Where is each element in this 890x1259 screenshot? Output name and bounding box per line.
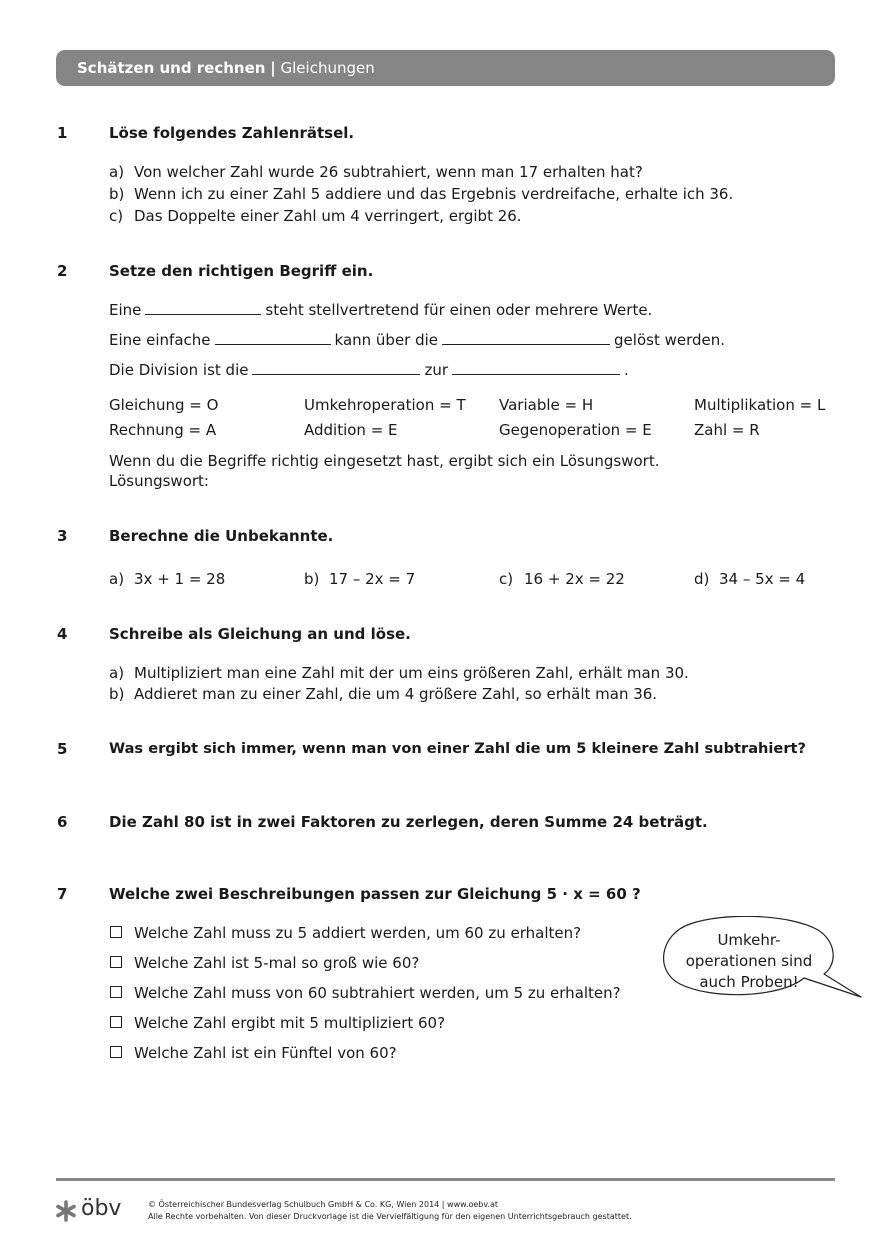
- fill-line-1: [109, 301, 652, 319]
- answer-blank[interactable]: [452, 373, 620, 375]
- task-note: Wenn du die Begriffe richtig eingesetzt hast, ergibt sich ein Lösungswort.: [109, 452, 660, 470]
- checkbox-option[interactable]: [110, 1044, 397, 1062]
- rights-line: Alle Rechte vorbehalten. Von dieser Druckvorlage ist die Vervielfältigung für den eigenen Unterrichtsgebrauch gestattet.: [148, 1212, 632, 1221]
- task-title: Die Zahl 80 ist in zwei Faktoren zu zerlegen, deren Summe 24 beträgt.: [109, 813, 708, 831]
- task-item-label: a): [109, 163, 125, 181]
- answer-blank[interactable]: [215, 343, 331, 345]
- task-title: Schreibe als Gleichung an und löse.: [109, 625, 411, 643]
- term-key: Addition = E: [304, 421, 398, 439]
- task-number: 6: [57, 813, 68, 831]
- checkbox[interactable]: [110, 926, 122, 938]
- checkbox[interactable]: [110, 1016, 122, 1028]
- equation: 17 – 2x = 7: [329, 570, 416, 588]
- checkbox-option[interactable]: [110, 924, 581, 942]
- star-logo-icon: [54, 1199, 78, 1223]
- checkbox[interactable]: [110, 986, 122, 998]
- task-title: Was ergibt sich immer, wenn man von einer Zahl die um 5 kleinere Zahl subtrahiert?: [109, 740, 806, 757]
- fill-text: Eine einfache: [109, 331, 211, 349]
- task-item-text: Das Doppelte einer Zahl um 4 verringert, ergibt 26.: [134, 207, 522, 225]
- answer-label: Lösungswort:: [109, 472, 209, 490]
- task-number: 1: [57, 124, 68, 142]
- term-key: Variable = H: [499, 396, 594, 414]
- checkbox[interactable]: [110, 956, 122, 968]
- bubble-line: Umkehr-: [717, 931, 781, 949]
- equation: 3x + 1 = 28: [134, 570, 226, 588]
- footer-divider: [56, 1178, 835, 1181]
- equation: 34 – 5x = 4: [719, 570, 806, 588]
- option-text: Welche Zahl ist ein Fünftel von 60?: [134, 1044, 397, 1062]
- option-text: Welche Zahl muss zu 5 addiert werden, um 60 zu erhalten?: [134, 924, 582, 942]
- checkbox-option[interactable]: [110, 984, 621, 1002]
- copyright-line: © Österreichischer Bundesverlag Schulbuch GmbH & Co. KG, Wien 2014 | www.oebv.at: [148, 1200, 499, 1209]
- task-number: 7: [57, 885, 68, 903]
- fill-text: .: [624, 361, 629, 379]
- term-key: Gleichung = O: [109, 396, 219, 414]
- task-item-text: Von welcher Zahl wurde 26 subtrahiert, wenn man 17 erhalten hat?: [134, 163, 643, 181]
- fill-text: kann über die: [334, 331, 439, 349]
- publisher-logo: öbv: [81, 1196, 122, 1221]
- answer-blank[interactable]: [145, 313, 261, 315]
- header-subtopic: Gleichungen: [280, 59, 375, 77]
- speech-bubble-text: [664, 930, 834, 993]
- answer-blank[interactable]: [252, 373, 420, 375]
- term-key: Multiplikation = L: [694, 396, 826, 414]
- task-item-label: b): [304, 570, 320, 588]
- term-key: Rechnung = A: [109, 421, 217, 439]
- task-title: Welche zwei Beschreibungen passen zur Gleichung 5 · x = 60 ?: [109, 885, 641, 903]
- bubble-line: auch Proben!: [699, 973, 799, 991]
- bubble-line: operationen sind: [685, 952, 813, 970]
- task-number: 3: [57, 527, 68, 545]
- fill-text: Eine: [109, 301, 142, 319]
- option-text: Welche Zahl ist 5-mal so groß wie 60?: [134, 954, 420, 972]
- checkbox-option[interactable]: [110, 1014, 445, 1032]
- term-key: Zahl = R: [694, 421, 760, 439]
- fill-line-3: [109, 361, 629, 379]
- answer-blank[interactable]: [442, 343, 610, 345]
- task-item-text: Addieret man zu einer Zahl, die um 4 größere Zahl, so erhält man 36.: [134, 685, 658, 703]
- option-text: Welche Zahl ergibt mit 5 multipliziert 60?: [134, 1014, 446, 1032]
- task-item-label: d): [694, 570, 710, 588]
- fill-text: steht stellvertretend für einen oder mehrere Werte.: [265, 301, 653, 319]
- task-item-label: a): [109, 664, 125, 682]
- fill-text: gelöst werden.: [614, 331, 726, 349]
- fill-line-2: [109, 331, 725, 349]
- header-topic: Schätzen und rechnen: [77, 59, 266, 77]
- header-separator: |: [270, 59, 276, 77]
- task-item-label: c): [499, 570, 514, 588]
- task-title: Löse folgendes Zahlenrätsel.: [109, 124, 355, 142]
- task-item-label: b): [109, 685, 125, 703]
- term-key: Gegenoperation = E: [499, 421, 652, 439]
- fill-text: zur: [424, 361, 449, 379]
- task-number: 4: [57, 625, 68, 643]
- task-item-label: c): [109, 207, 124, 225]
- fill-text: Die Division ist die: [109, 361, 249, 379]
- task-title: Setze den richtigen Begriff ein.: [109, 262, 374, 280]
- task-number: 5: [57, 740, 68, 758]
- header-bar: [56, 50, 835, 86]
- task-item-label: b): [109, 185, 125, 203]
- task-item-text: Multipliziert man eine Zahl mit der um eins größeren Zahl, erhält man 30.: [134, 664, 689, 682]
- equation: 16 + 2x = 22: [524, 570, 625, 588]
- task-item-text: Wenn ich zu einer Zahl 5 addiere und das Ergebnis verdreifache, erhalte ich 36.: [134, 185, 734, 203]
- option-text: Welche Zahl muss von 60 subtrahiert werden, um 5 zu erhalten?: [134, 984, 621, 1002]
- checkbox[interactable]: [110, 1046, 122, 1058]
- task-number: 2: [57, 262, 68, 280]
- term-key: Umkehroperation = T: [304, 396, 466, 414]
- checkbox-option[interactable]: [110, 954, 419, 972]
- task-item-label: a): [109, 570, 125, 588]
- task-title: Berechne die Unbekannte.: [109, 527, 334, 545]
